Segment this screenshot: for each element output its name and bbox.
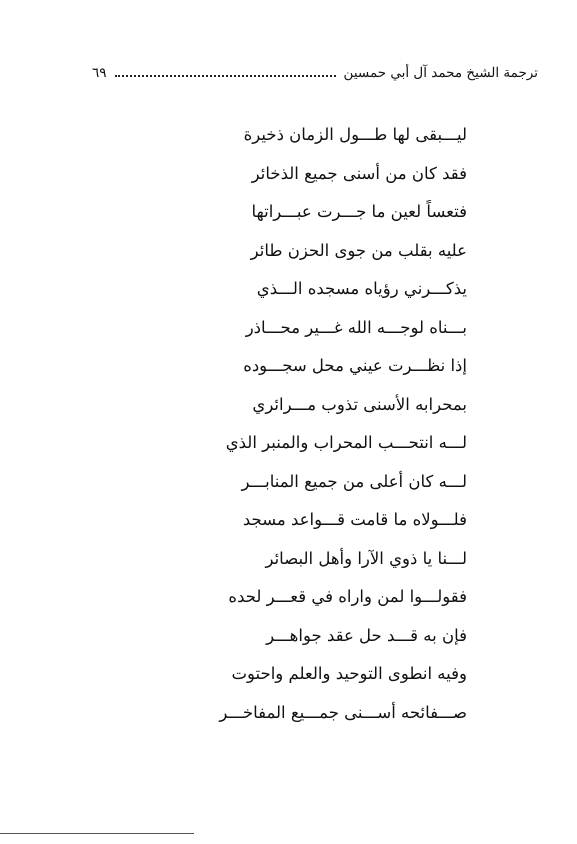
verse-line: فإن به قـــد حل عقد جواهـــر xyxy=(266,625,467,645)
verse-line: فقد كان من أسنى جميع الذخائر xyxy=(251,163,467,183)
verse-line: بـــناه لوجـــه الله غـــير محـــاذر xyxy=(245,317,467,337)
verse-line: عليه بقلب من جوى الحزن طائر xyxy=(250,240,467,260)
verse-line: إذا نظـــرت عيني محل سجـــوده xyxy=(243,356,467,375)
poem xyxy=(100,116,467,732)
running-header xyxy=(92,62,538,86)
dot-leader xyxy=(115,75,336,77)
verse-line: ليـــبقى لها طـــول الزمان ذخيرة xyxy=(243,125,467,144)
verse-line: لـــنا يا ذوي الآرا وأهل البصائر xyxy=(265,548,467,568)
verse-line: لـــه كان أعلى من جميع المنابـــر xyxy=(241,471,467,491)
page-number: ٦٩ xyxy=(92,65,107,82)
verse-line: يذكـــرني رؤياه مسجده الـــذي xyxy=(256,279,467,298)
verse-line: فقولـــوا لمن واراه في قعـــر لحده xyxy=(228,587,467,606)
footer-rule xyxy=(0,833,194,834)
verse-line: صـــفائحه أســـنى جمـــيع المفاخـــر xyxy=(219,702,467,722)
verse-line: فتعساً لعين ما جـــرت عبـــراتها xyxy=(251,202,467,221)
verse-line: بمحرابه الأسنى تذوب مـــرائري xyxy=(252,394,467,414)
running-header-title: ترجمة الشيخ محمد آل أبي حمسين xyxy=(343,65,538,82)
verse-line: لـــه انتحـــب المحراب والمنبر الذي xyxy=(225,433,467,452)
verse-line: فلـــولاه ما قامت قـــواعد مسجد xyxy=(242,510,467,529)
verse-line: وفيه انطوى التوحيد والعلم واحتوت xyxy=(231,664,467,683)
